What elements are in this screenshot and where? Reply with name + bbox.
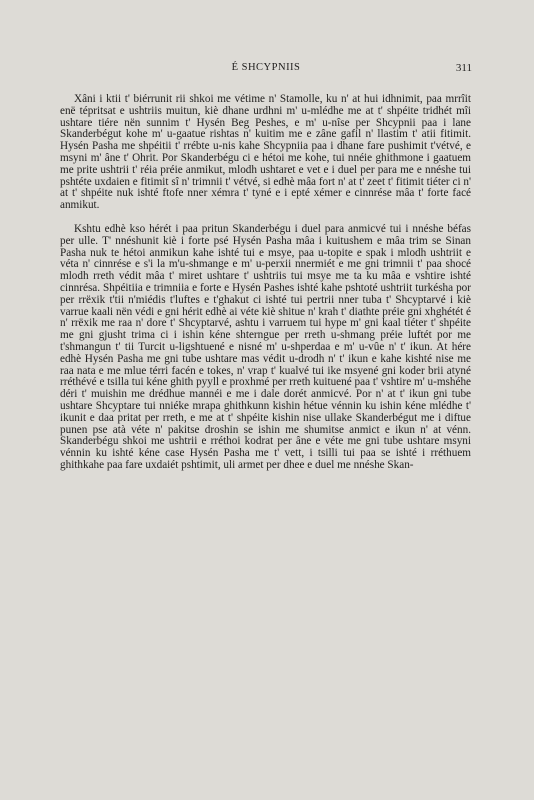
body-text (60, 94, 471, 472)
paragraph-1: Xâni i ktii t' biérrunit rii shkoi me vétime n' Stamolle, ku n' at hui idhnimit, paa mrrîit enë tépritsat e ushtriis muitun, kiè dhane urdhni m' u-mlédhe me at t' shpéite tridhét mîi ushtare tiére nën sunnim t' Hysén Beg Peshes, e m' u-nîse per Shcypnii paa i lane Skanderbégut kohe m' u-gaatue rishtas n' kuitim me e zâne gafil n' llastim t' atii fitimit. Hysén Pasha me shpéitii t' rrébte u-nis kahe Shcypniia paa i dhane fare pushimit t'vétvé, e msyni m' âne t' Ohrit. Por Skanderbégu ci e hétoi me kohe, tui nnéie ghithmone i gaatuem me prite ushtrii t' réia préie anmikut, mlodh ushtaret e vet e i duel per para me e nnéshe tui pshtéte uxdaien e fitimit sî n' trimnii t' vétvé, si edhè mâa fort n' at t' zeet t' fitimit tiéter ci n' at t' shpéite nuk ishté ftofe nner xémra t' tyné e i epté xémer e cinnrése mâa t' forte facé anmikut. (60, 93, 471, 212)
running-title: É SHCYPNIIS (231, 62, 301, 73)
paragraph-2: Kshtu edhè kso hérét i paa pritun Skanderbégu i duel para anmicvé tui i nnéshe béfas per ulle. T' nnéshunit kiè i forte psé Hysén Pasha mâa i kuitushem e mâa trim se Sinan Pasha nuk te hétoi anmikun kahe ishté tui e msye, paa u-topite e spak i mlodh ushtriit e véta n' cinnrése e s'i la m'u-shmange e m' u-perxii nnermiét e me gni trimnii t' paa shocé mlodh rreth védit mâa t' miret ushtare t' ushtriis tui msye me ta ku mâa e vshtire ishté cinnrésa. Shpéitiia e trimniia e forte e Hysén Pashes ishté kahe pshtoté ushtriit turkésha por per rrëxik t'tii n'miédis t'luftes e t'ghakut ci ishté tui pertrii nner tuba t' Shcyptarvé i kiè varrue kaali nën védi e gni hérit edhè ai véte kiè shitue n' krah t' diathte préie gni xhghétét é n' rrëxik me raa n' dore t' Shcyptarvé, ashtu i varruem tui hype m' gni kaal tiéter t' shpéite me gni gjusht trima ci i ishin kéne shterngue per rreth u-shmang préie luftét por me t'shmangun t' tii Turcit u-ligshtuené e nisné m' u-shperdaa e m' u-vûe n' t' ikun. At hére edhè Hysén Pasha me gni tube ushtare mas védit u-drodh n' t' ikun e kahe kishté nise me raa nata e me mlue térri facén e tokes, n' vrap t' kualvé tui ike msyené gni koder brii atyné rréthévé e tsilla tui kéne ghith pyyll e proxhmé per rreth kuituené paa t' vshtire m' u-mshéhe déri t' muishin me drédhue mannéi e me i dale dorét anmicvé. Por n' at t' ikun gni tube ushtare Shcyptare tui nniéke mrapa ghithkunn kishin hétue vénnin ku ishin kéne mlédhe t' ikunit e daa pritat per rreth, e me at t' shpéite kishin nise ullake Skanderbégut me i diftue punen pse atà véte n' pakitse droshin se ishin me shumitse anmict e ikun n' at vénn. Skanderbégu shkoi me ushtrii e rréthoi kodrat per âne e véte me gni tube ushtare msyni vénnin ku ishté kéne case Hysén Pasha me t' vett, i tsilli tui paa se ishté i rréthuem ghithkahe paa fare uxdaiét pshtimit, uli armet per dhee e duel me nnéshe Skan- (60, 222, 472, 471)
page-header (60, 62, 472, 78)
page-number: 311 (455, 62, 472, 74)
